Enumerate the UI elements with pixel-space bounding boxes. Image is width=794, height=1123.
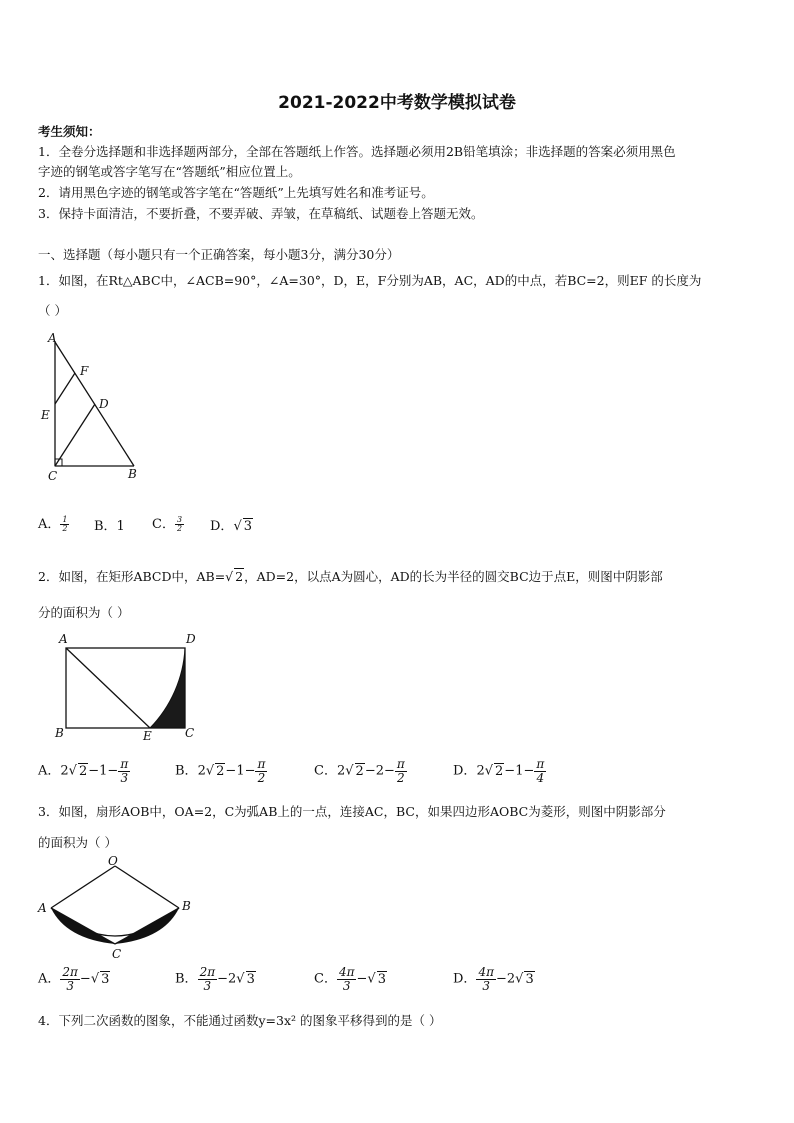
q2-option-d[interactable]: D．2√ 2−1− $\frac{\pi}{4}$ — [453, 757, 545, 785]
q1-label-e: E — [41, 408, 50, 422]
q2-option-c[interactable]: C．2√ 2−2− $\frac{\pi}{2}$ — [314, 757, 405, 785]
notice-item: 2．请用黑色字迹的钢笔或答字笔在“答题纸”上先填写姓名和准考证号。 — [38, 185, 434, 200]
q3-label-b: B — [182, 899, 191, 913]
q2-figure — [40, 628, 202, 746]
q3-label-c: C — [112, 947, 122, 960]
q2-text: 2．如图，在矩形ABCD中，AB=√ 2，AD=2，以点A为圆心，AD的长为半径的圆交BC边于点E，则图中阴影部 — [38, 569, 663, 584]
q1-bracket: （ ） — [38, 303, 67, 318]
q1-label-a: A — [48, 331, 57, 345]
notice-item: 字迹的钢笔或答字笔写在“答题纸”相应位置上。 — [38, 164, 301, 179]
q2-option-a[interactable]: A．2√ 2−1− $\frac{\pi}{3}$ — [38, 757, 129, 785]
q3-text: 3．如图，扇形AOB中，OA=2，C为弧AB上的一点，连接AC，BC，如果四边形AOBC为菱形，则图中阴影部分 — [38, 804, 666, 819]
q2-label-c: C — [185, 726, 195, 740]
q2-option-b[interactable]: B．2√ 2−1− $\frac{\pi}{2}$ — [175, 757, 266, 785]
q1-figure — [38, 330, 150, 482]
q2-bracket: 分的面积为（ ） — [38, 605, 130, 620]
q2-label-d: D — [186, 632, 196, 646]
q1-label-c: C — [48, 469, 58, 482]
notice-item: 1．全卷分选择题和非选择题两部分，全部在答题纸上作答。选择题必须用2B铅笔填涂；非选择题的答案必须用黑色 — [38, 144, 676, 159]
q3-option-b[interactable]: B． $\frac{2\pi}{3}$ −2√ 3 — [175, 965, 255, 993]
q3-option-d[interactable]: D． $\frac{4\pi}{3}$ −2√ 3 — [453, 965, 534, 993]
q3-option-a[interactable]: A． $\frac{2\pi}{3}$ −√ 3 — [38, 965, 110, 993]
q1-option-d[interactable]: D．√ 3 — [210, 519, 253, 534]
page-title: 2021-2022中考数学模拟试卷 — [278, 93, 516, 113]
q3-option-c[interactable]: C． $\frac{4\pi}{3}$ −√ 3 — [314, 965, 386, 993]
q3-label-a: A — [38, 901, 47, 915]
q4-text: 4．下列二次函数的图象，不能通过函数y=3x² 的图象平移得到的是（ ） — [38, 1013, 442, 1028]
q1-option-a[interactable]: A． $\frac{1}{2}$ — [38, 514, 68, 533]
q2-label-b: B — [55, 726, 64, 740]
q1-text: 1．如图，在Rt△ABC中，∠ACB=90°，∠A=30°，D，E，F分别为AB，AC，AD的中点，若BC=2，则EF 的长度为 — [38, 273, 702, 288]
q3-bracket: 的面积为（ ） — [38, 835, 117, 850]
q1-option-c[interactable]: C． $\frac{3}{2}$ — [152, 514, 183, 533]
q2-label-a: A — [59, 632, 68, 646]
q2-label-e: E — [143, 729, 152, 743]
q3-figure — [36, 852, 194, 960]
notice-heading: 考生须知： — [38, 124, 101, 139]
notice-item: 3．保持卡面清洁，不要折叠，不要弄破、弄皱，在草稿纸、试题卷上答题无效。 — [38, 206, 484, 221]
q1-label-f: F — [80, 364, 89, 378]
section-heading: 一、选择题（每小题只有一个正确答案，每小题3分，满分30分） — [38, 247, 400, 262]
q1-option-b[interactable]: B．1 — [94, 519, 125, 534]
q1-label-b: B — [128, 467, 137, 481]
q3-label-o: O — [108, 854, 118, 868]
q1-label-d: D — [99, 397, 109, 411]
